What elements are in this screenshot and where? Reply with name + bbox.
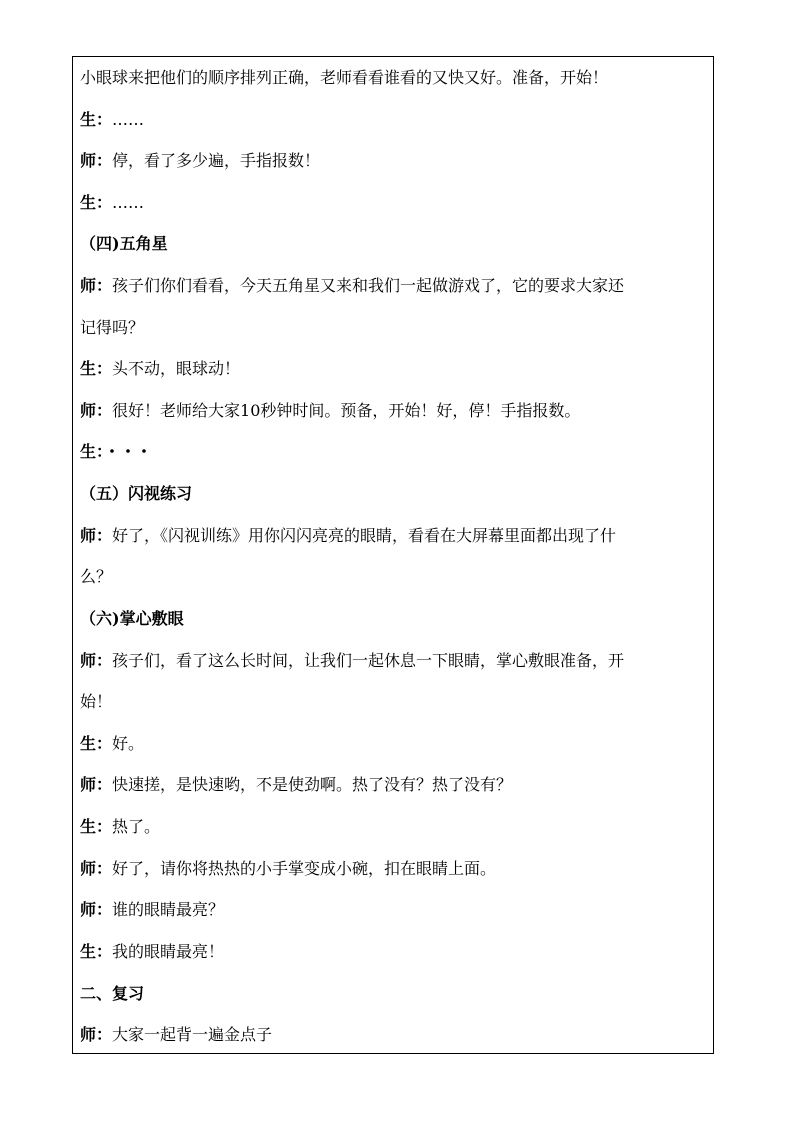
dialogue-line	[80, 442, 705, 462]
line-text: 始！	[80, 692, 113, 711]
line-text: 小眼球来把他们的顺序排列正确，老师看看谁看的又快又好。准备，开始！	[80, 68, 609, 87]
speaker-label: 生：	[80, 359, 113, 378]
dialogue-line	[80, 151, 705, 171]
line-text: ・・・	[104, 442, 153, 461]
speaker-label: 师：	[80, 651, 113, 670]
speaker-label: 生：	[80, 942, 113, 961]
dialogue-line	[80, 359, 705, 379]
dialogue-line	[80, 734, 705, 754]
speaker-label: 师：	[80, 1025, 113, 1044]
dialogue-line	[80, 900, 705, 920]
speaker-label: 师：	[80, 276, 113, 295]
speaker-label: 生：	[80, 734, 113, 753]
text-line	[80, 318, 705, 338]
line-text: 孩子们，看了这么长时间，让我们一起休息一下眼睛，掌心敷眼准备，开	[112, 651, 625, 670]
speaker-label: 师：	[80, 900, 113, 919]
line-text: 孩子们你们看看，今天五角星又来和我们一起做游戏了，它的要求大家还	[112, 276, 625, 295]
text-line	[80, 68, 705, 88]
speaker-label: 师：	[80, 151, 113, 170]
line-text: 热了。	[112, 817, 161, 836]
line-text: 快速搓，是快速哟，不是使劲啊。热了没有？热了没有？	[112, 775, 513, 794]
speaker-label: 生：	[80, 817, 113, 836]
line-text: ……	[112, 110, 145, 129]
dialogue-line	[80, 859, 705, 879]
speaker-label: 师：	[80, 401, 113, 420]
section-heading: 二、复习	[80, 984, 145, 1003]
line-text: 头不动，眼球动！	[112, 359, 241, 378]
section-heading: （四)五角星	[80, 234, 168, 253]
line-text: 我的眼睛最亮！	[112, 942, 225, 961]
speaker-label: 师：	[80, 526, 113, 545]
dialogue-line	[80, 193, 705, 213]
dialogue-line	[80, 526, 705, 546]
line-text: 好。	[112, 734, 145, 753]
speaker-label: 师：	[80, 775, 113, 794]
text-line	[80, 567, 705, 587]
dialogue-line	[80, 276, 705, 296]
dialogue-line	[80, 775, 705, 795]
dialogue-line	[80, 110, 705, 130]
line-text: 好了，请你将热热的小手掌变成小碗，扣在眼睛上面。	[112, 859, 497, 878]
text-line	[80, 692, 705, 712]
line-text: 停，看了多少遍，手指报数！	[112, 151, 321, 170]
speaker-label: 生：	[80, 442, 105, 461]
section-heading: （六)掌心敷眼	[80, 609, 184, 628]
dialogue-line	[80, 401, 705, 421]
speaker-label: 师：	[80, 859, 113, 878]
dialogue-line	[80, 942, 705, 962]
dialogue-line	[80, 817, 705, 837]
dialogue-line	[80, 651, 705, 671]
line-text: 谁的眼睛最亮？	[112, 900, 225, 919]
speaker-label: 生：	[80, 110, 113, 129]
line-text: 很好！老师给大家10秒钟时间。预备，开始！好，停！手指报数。	[112, 401, 581, 420]
line-text: 记得吗？	[80, 318, 145, 337]
section-heading: （五）闪视练习	[80, 484, 193, 503]
line-text: ……	[112, 193, 145, 212]
line-text: 大家一起背一遍金点子	[112, 1025, 273, 1044]
line-text: 好了，《闪视训练》用你闪闪亮亮的眼睛，看看在大屏幕里面都出现了什	[112, 526, 617, 545]
speaker-label: 生：	[80, 193, 113, 212]
dialogue-line	[80, 1025, 705, 1045]
line-text: 么？	[80, 567, 113, 586]
